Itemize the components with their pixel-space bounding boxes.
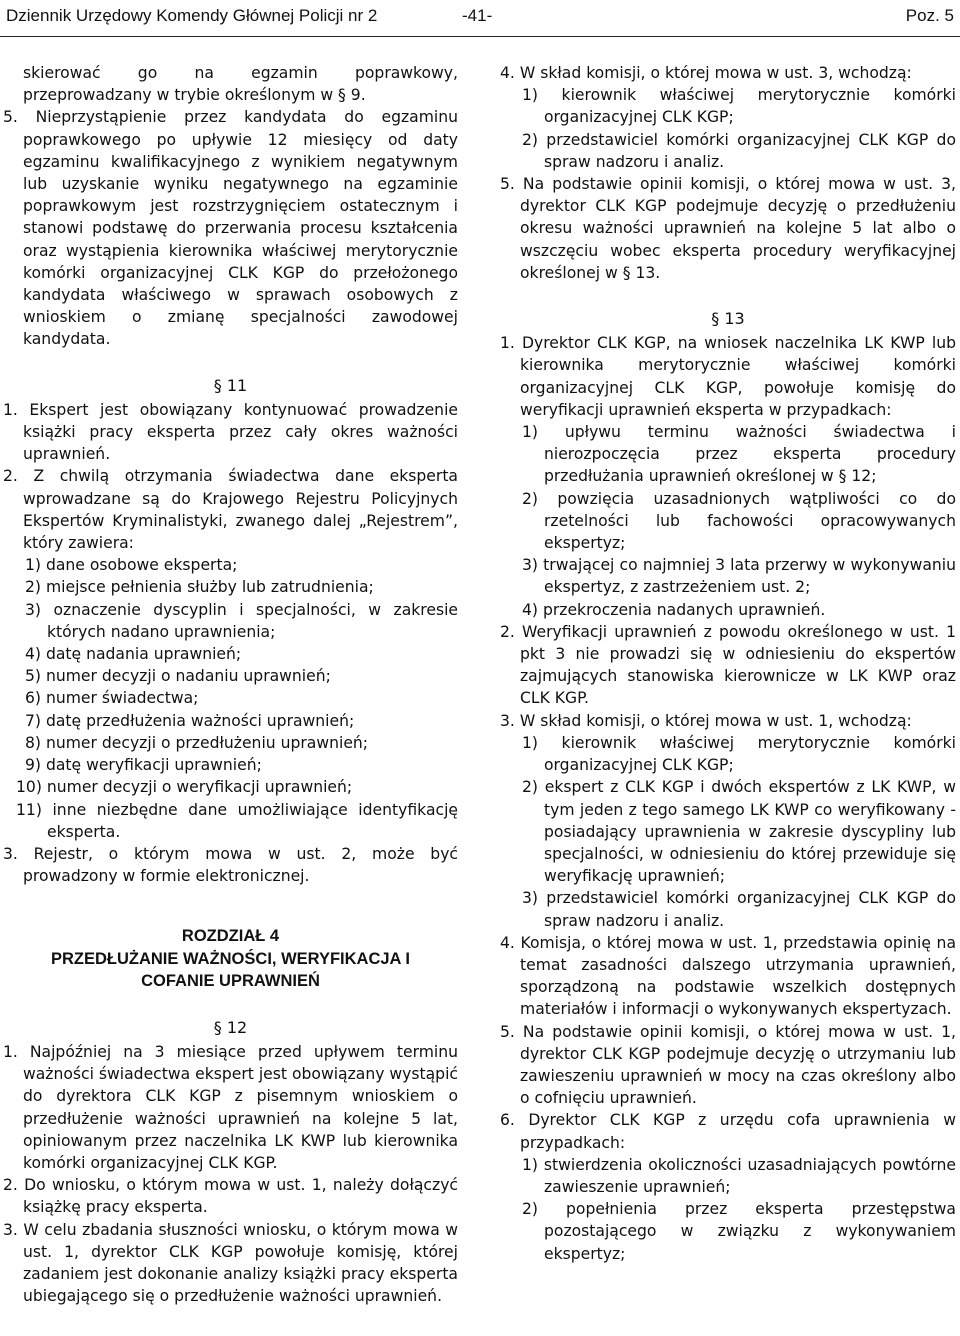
s13-paragraph-2: 2. Weryfikacji uprawnień z powodu określonego w ust. 1 pkt 3 nie prowadzi się w odniesieniu do ekspertów zajmujących stanowiska kierownicze w LK KWP oraz CLK KGP. — [500, 622, 956, 708]
s12-paragraph-5: 5. Na podstawie opinii komisji, o której mowa w ust. 3, dyrektor CLK KGP podejmuje decyzję o przedłużeniu okresu ważności uprawnień na kolejne 5 lat albo o wszczęciu wobec eksperta procedury weryfikacyjnej określonej w § 13. — [500, 175, 956, 282]
s11-item: 1) dane osobowe eksperta; — [25, 556, 238, 575]
s13-paragraph-1: 1. Dyrektor CLK KGP, na wniosek naczelnika LK KWP lub kierownika merytorycznie właściwej komórki organizacyjnej CLK KGP, powołuje komisję do weryfikacji uprawnień eksperta w przypadkach: — [500, 334, 956, 419]
s13-paragraph-5: 5. Na podstawie opinii komisji, o której mowa w ust. 1, dyrektor CLK KGP podejmuje decyzję o utrzymaniu lub zawieszeniu uprawnień w mocy na czas określony albo o cofnięciu uprawnień. — [500, 1022, 956, 1108]
s11-item: 2) miejsce pełnienia służby lub zatrudnienia; — [25, 578, 374, 597]
s11-paragraph-2: 2. Z chwilą otrzymania świadectwa dane eksperta wprowadzane są do Krajowego Rejestru Policyjnych Ekspertów Kryminalistyki, zwanego dalej „Rejestrem”, który zawiera: — [3, 467, 458, 553]
s13-item: 3) trwającej co najmniej 3 lata przerwy w wykonywaniu ekspertyz, z zastrzeżeniem ust. 2; — [522, 556, 956, 597]
chapter-label: ROZDZIAŁ 4 — [181, 927, 280, 946]
s13-item: 1) upływu terminu ważności świadectwa i nierozpoczęcia przez eksperta procedury przedłużania uprawnień określonej w § 12; — [522, 423, 956, 486]
s11-item: 9) datę weryfikacji uprawnień; — [25, 756, 262, 775]
section-13-heading: § 13 — [711, 309, 745, 329]
s13-item: 4) przekroczenia nadanych uprawnień. — [522, 600, 826, 619]
page-header — [0, 0, 960, 37]
s13-item: 2) popełnienia przez eksperta przestępstwa pozostającego w związku z wykonywaniem ekspertyz; — [522, 1200, 956, 1263]
s11-item: 11) inne niezbędne dane umożliwiające identyfikację eksperta. — [16, 800, 458, 841]
s13-item: 1) kierownik właściwej merytorycznie komórki organizacyjnej CLK KGP; — [522, 733, 956, 775]
chapter-title-line-2: COFANIE UPRAWNIEŃ — [141, 972, 320, 991]
s12-paragraph-1: 1. Najpóźniej na 3 miesiące przed upływem terminu ważności świadectwa ekspert jest obowiązany wystąpić do dyrektora CLK KGP z pisemnym wnioskiem o przedłużenie ważności uprawnień na kolejne 5 lat, opiniowanym przez naczelnika LK KWP lub kierownika komórki organizacyjnej CLK KGP. — [3, 1043, 458, 1173]
s11-item: 5) numer decyzji o nadaniu uprawnień; — [25, 667, 331, 686]
s13-item: 1) stwierdzenia okoliczności uzasadniających powtórne zawieszenie uprawnień; — [522, 1155, 956, 1196]
chapter-title-line-1: PRZEDŁUŻANIE WAŻNOŚCI, WERYFIKACJA I — [50, 949, 411, 968]
s13-item: 2) powzięcia uzasadnionych wątpliwości co do rzetelności lub fachowości opracowywanych ekspertyz; — [522, 489, 956, 553]
s11-item: 4) datę nadania uprawnień; — [25, 645, 242, 664]
page-number: -41- — [462, 6, 493, 25]
s13-item: 3) przedstawiciel komórki organizacyjnej CLK KGP do spraw nadzoru i analiz. — [522, 889, 956, 930]
position-number: Poz. 5 — [905, 6, 954, 25]
s11-item: 3) oznaczenie dyscyplin i specjalności, w zakresie których nadano uprawnienia; — [25, 600, 458, 641]
s13-paragraph-6: 6. Dyrektor CLK KGP z urzędu cofa uprawnienia w przypadkach: — [500, 1111, 956, 1152]
s11-item: 10) numer decyzji o weryfikacji uprawnień; — [16, 778, 353, 797]
s12-paragraph-2: 2. Do wniosku, o którym mowa w ust. 1, należy dołączyć książkę pracy eksperta. — [3, 1176, 458, 1217]
s11-item: 6) numer świadectwa; — [25, 689, 199, 708]
section-12-heading: § 12 — [213, 1017, 248, 1037]
section-11-heading: § 11 — [213, 375, 248, 395]
right-column — [500, 62, 956, 1265]
s13-paragraph-3: 3. W skład komisji, o której mowa w ust. 1, wchodzą: — [500, 711, 912, 730]
s13-item: 2) ekspert z CLK KGP i dwóch ekspertów z LK KWP, w tym jeden z tego samego LK KWP co weryfikowany - posiadający uprawnienia w zakresie dyscypliny lub specjalności, w odniesieniu do której przewiduje się weryfikację uprawnień; — [522, 778, 956, 886]
s11-item: 7) datę przedłużenia ważności uprawnień; — [25, 711, 355, 730]
journal-title: Dziennik Urzędowy Komendy Głównej Policji nr 2 — [6, 6, 378, 25]
s12-item: 2) przedstawiciel komórki organizacyjnej CLK KGP do spraw nadzoru i analiz. — [522, 130, 956, 171]
paragraph-continuation: skierować go na egzamin poprawkowy, przeprowadzany w trybie określonym w § 9. — [23, 64, 458, 105]
left-column — [3, 62, 458, 1307]
s13-paragraph-4: 4. Komisja, o której mowa w ust. 1, przedstawia opinię na temat zasadności dalszego utrzymania uprawnień, sporządzoną na podstawie wszelkich dostępnych materiałów i informacji o wykonywanych ekspertyzach. — [500, 933, 956, 1019]
s12-item: 1) kierownik właściwej merytorycznie komórki organizacyjnej CLK KGP; — [522, 86, 956, 127]
paragraph-5: 5. Nieprzystąpienie przez kandydata do egzaminu poprawkowego po upływie 12 miesięcy od daty egzaminu kwalifikacyjnego z wynikiem negatywnym lub uzyskanie wyniku negatywnego na egzaminie poprawkowym jest rozstrzygnięciem ostatecznym i stanowi podstawę do przerwania procesu kształcenia oraz wystąpienia kierownika właściwej merytorycznie komórki organizacyjnej CLK KGP do przełożonego kandydata właściwego w sprawach osobowych z wnioskiem o zmianę specjalności zawodowej kandydata. — [3, 108, 458, 349]
s12-paragraph-4: 4. W skład komisji, o której mowa w ust. 3, wchodzą: — [500, 64, 912, 82]
s11-item: 8) numer decyzji o przedłużeniu uprawnień; — [25, 733, 369, 752]
s12-paragraph-3: 3. W celu zbadania słuszności wniosku, o którym mowa w ust. 1, dyrektor CLK KGP powołuje komisję, której zadaniem jest dokonanie analizy książki pracy eksperta ubiegającego się o przedłużenie ważności uprawnień. — [3, 1220, 458, 1306]
s11-paragraph-3: 3. Rejestr, o którym mowa w ust. 2, może być prowadzony w formie elektronicznej. — [3, 844, 458, 886]
s11-paragraph-1: 1. Ekspert jest obowiązany kontynuować prowadzenie książki pracy eksperta przez cały okres ważności uprawnień. — [3, 400, 458, 464]
